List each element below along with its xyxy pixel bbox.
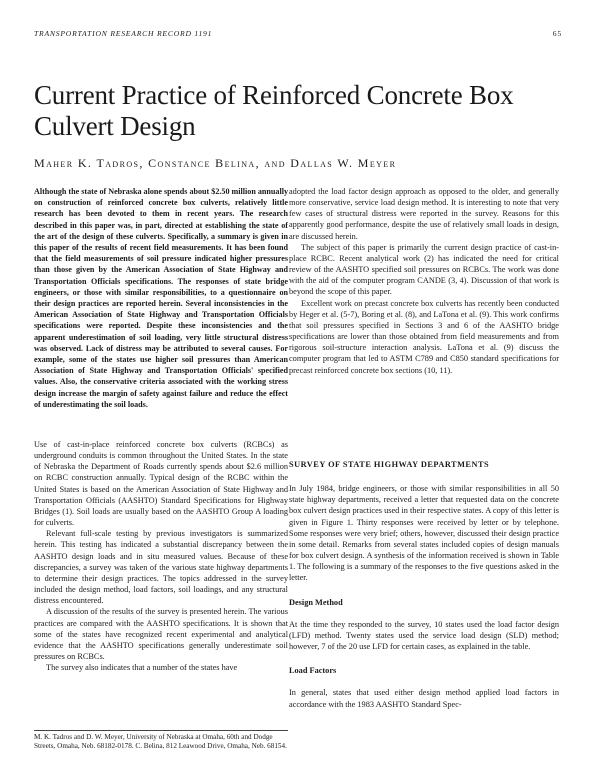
body-paragraph: The subject of this paper is primarily the current design practice of cast-in-place RCBC. Recent analytical work (2) has indicated the need for critical review of the AASHTO specified soil pressures on RCBCs. The work was done with the aid of the computer program CANDE (3, 4). Discussion of that work is beyond the scope of this paper. (289, 242, 559, 297)
body-paragraph: The survey also indicates that a number of the states have (46, 663, 238, 673)
subheading-design-method: Design Method (289, 597, 343, 607)
paper-title: Current Practice of Reinforced Concrete Box Culvert Design (34, 80, 514, 141)
running-head (34, 29, 562, 38)
journal-name: TRANSPORTATION RESEARCH RECORD 1191 (34, 29, 213, 38)
author-affiliation-footnote: M. K. Tadros and D. W. Meyer, University of Nebraska at Omaha, 60th and Dodge Streets, Omaha, Neb. 68182-0178. C. Belina, 812 Leawood Drive, Omaha, Neb. 68154. (34, 730, 288, 752)
left-column-body (34, 439, 288, 673)
body-paragraph: adopted the load factor design approach as opposed to the older, and generally more conservative, service load design method. It is interesting to note that very few cases of structural distress were reported in the survey. Reasons for this apparently good performance, despite the use of relatively small loads in design, are discussed herein. (289, 187, 559, 241)
author-list: Maher K. Tadros, Constance Belina, and Dallas W. Meyer (34, 156, 397, 170)
body-paragraph: Excellent work on precast concrete box culverts has recently been conducted by Heger et al. (5-7), Boring et al. (8), and LaTona et al. (9). This work confirms that soil pressures specified in Sections 3 and 6 of the AASHTO bridge specifications are lower than those obtained from field measurements and from rigorous soil-structure interaction analysis. LaTona et al. (9) discuss the computer program that led to ASTM C789 and C850 standard specifications for precast reinforced concrete box sections (10, 11). (289, 298, 559, 375)
body-paragraph: In July 1984, bridge engineers, or those with similar responsibilities in all 50 state highway departments, received a letter that requested data on the concrete box culvert design practices used in their respective states. A copy of this letter is given in Figure 1. Thirty responses were received by letter or by telephone. Some responses were very brief; others, however, discussed their design practice in some detail. Remarks from several states included copies of design manuals for box culvert design. A synthesis of the information received is shown in Table 1. The following is a summary of the responses to the five questions asked in the letter. (289, 484, 559, 583)
body-paragraph: A discussion of the results of the survey is presented herein. The various practices are compared with the AASHTO specifications. It is shown that some of the states have recognized recent experimental and analytical evidence that the AASHTO specifications generally underestimate soil pressures on RCBCs. (34, 607, 288, 661)
abstract-text: Although the state of Nebraska alone spends about $2.50 million annually on construction of reinforced concrete box culverts, relatively little research has been devoted to them in recent years. The research described in this paper was, in part, directed at establishing the state of the art of the design of these culverts. Specifically, a summary is given in this paper of the results of recent field measurements. It has been found that the field measurements of soil pressure indicated higher pressures than those given by the American Association of State Highway and Transportation Officials specifications. The responses of state bridge engineers, or those with similar responsibilities, to a questionnaire on their design practices are reported herein. Several inconsistencies in the American Association of State Highway and Transportation Officials specifications were reported. Despite these inconsistencies and the apparent underestimation of soil loading, very little structural distress was observed. Lack of distress may be attributed to several causes. For example, some of the states use higher soil pressures than American Association of State Highway and Transportation Officials' specified values. Also, the conservative criteria associated with the working stress design increase the margin of safety against failure and reduce the effect of underestimating the soil loads. (34, 187, 288, 409)
section-heading-survey: SURVEY OF STATE HIGHWAY DEPARTMENTS (289, 460, 490, 469)
page-number: 65 (552, 29, 562, 38)
body-paragraph: Relevant full-scale testing by previous investigators is summarized herein. This testing has indicated a substantial discrepancy between the AASHTO design loads and in situ measured values. Because of these discrepancies, a survey was taken of the various state highway departments to determine their design practices. The topics addressed in the survey included the design method, load factors, soil loadings, and any structural distress encountered. (34, 529, 288, 606)
subheading-load-factors: Load Factors (289, 666, 337, 676)
right-column-survey (289, 459, 559, 710)
abstract (34, 186, 288, 410)
right-column-intro (289, 186, 559, 376)
body-paragraph: In general, states that used either design method applied load factors in accordance with the 1983 AASHTO Standard Spec- (289, 688, 559, 709)
body-paragraph: At the time they responded to the survey, 10 states used the load factor design (LFD) method. Twenty states used the service load design (SLD) method; however, 7 of the 20 use LFD for certain cases, as explained in the table. (289, 619, 559, 652)
body-paragraph: Use of cast-in-place reinforced concrete box culverts (RCBCs) as underground conduits is common throughout the United States. In the state of Nebraska the Department of Roads currently spends about $2.6 million on RCBC construction annually. Typical design of the RCBC within the United States is based on the American Association of State Highway and Transportation Officials (AASHTO) Standard Specifications for Highway Bridges (1). Soil loads are usually based on the AASHTO Group A loading for culverts. (34, 440, 288, 528)
